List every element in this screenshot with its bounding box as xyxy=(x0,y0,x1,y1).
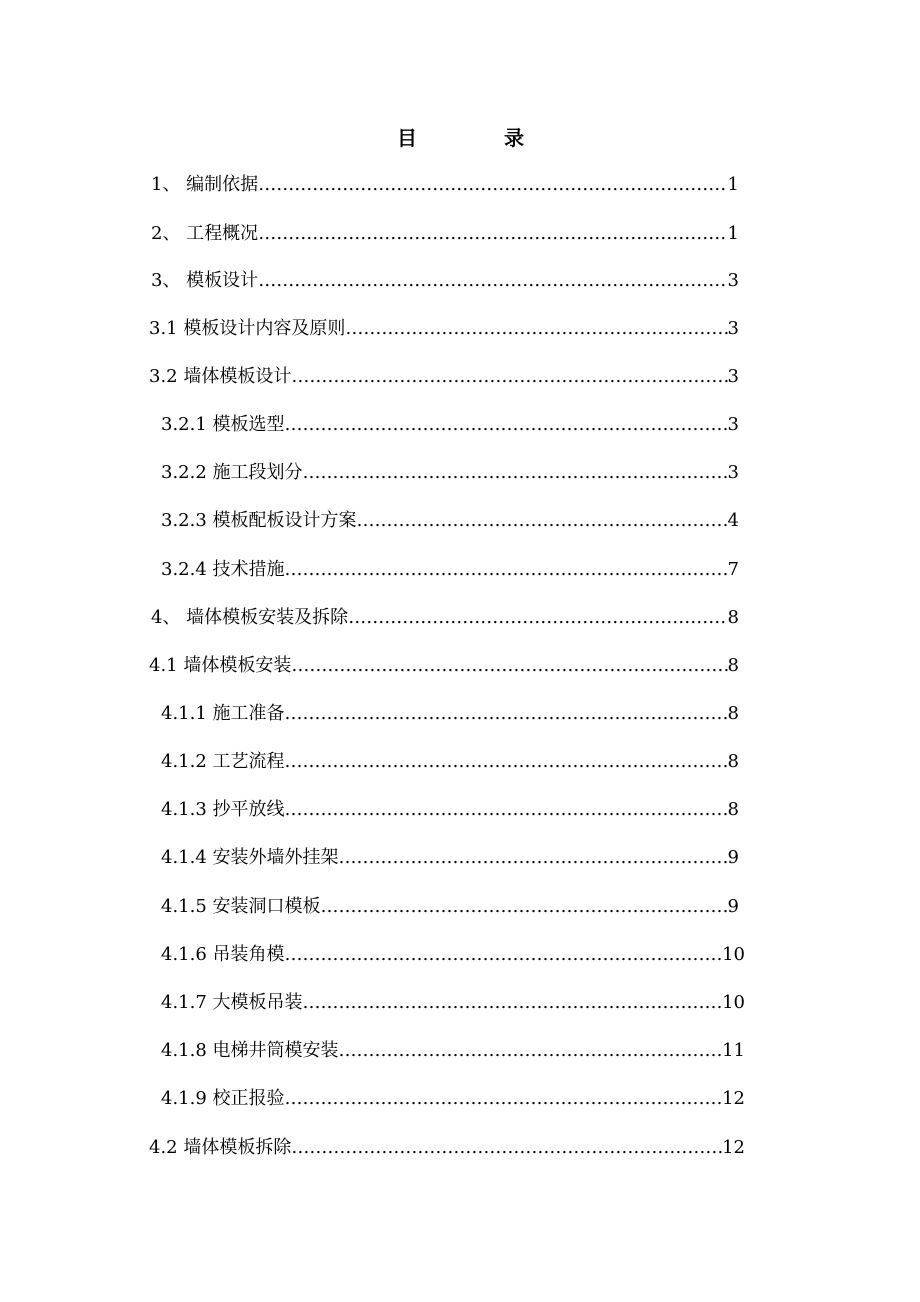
toc-entry-label: 1、 编制依据 xyxy=(151,174,259,195)
toc-entry-page: 3 xyxy=(727,462,739,483)
toc-entry-page: 8 xyxy=(727,799,739,820)
toc-entry[interactable] xyxy=(151,603,739,633)
toc-entry-label: 4.1.2 工艺流程 xyxy=(161,751,285,772)
toc-leader-dots xyxy=(285,795,728,825)
toc-entry-page: 3 xyxy=(727,414,739,435)
toc-entry[interactable] xyxy=(161,892,739,922)
toc-leader-dots xyxy=(291,651,727,681)
toc-entry[interactable] xyxy=(151,219,739,249)
toc-entry-page: 3 xyxy=(727,318,739,339)
toc-entry-page: 8 xyxy=(727,655,739,676)
toc-entry[interactable] xyxy=(161,555,739,585)
toc-leader-dots xyxy=(285,940,723,970)
toc-entry-page: 9 xyxy=(727,896,739,917)
toc-leader-dots xyxy=(258,219,727,249)
toc-entry[interactable] xyxy=(161,1084,745,1114)
toc-entry-label: 4.1.3 抄平放线 xyxy=(161,799,285,820)
toc-entry[interactable] xyxy=(161,1036,745,1066)
toc-entry-label: 3.2.2 施工段划分 xyxy=(161,462,303,483)
toc-entry-label: 4.1.5 安装洞口模板 xyxy=(161,896,321,917)
toc-entry-label: 2、 工程概况 xyxy=(151,223,259,244)
toc-title-char-1: 目 xyxy=(397,126,417,150)
toc-leader-dots xyxy=(339,843,728,873)
toc-entry-label: 3.2 墙体模板设计 xyxy=(149,366,292,387)
toc-entry-label: 3.1 模板设计内容及原则 xyxy=(149,318,346,339)
toc-leader-dots xyxy=(258,266,727,296)
toc-leader-dots xyxy=(357,506,728,536)
toc-entry-label: 4.1.9 校正报验 xyxy=(161,1088,285,1109)
toc-leader-dots xyxy=(291,362,727,392)
toc-title-char-2: 录 xyxy=(504,126,524,150)
toc-entry-label: 3.2.3 模板配板设计方案 xyxy=(161,510,357,531)
toc-entry-page: 1 xyxy=(727,223,739,244)
toc-entry[interactable] xyxy=(149,314,739,344)
toc-entry-label: 4.1 墙体模板安装 xyxy=(149,655,292,676)
toc-entry-label: 4、 墙体模板安装及拆除 xyxy=(151,607,349,628)
toc-entry-page: 3 xyxy=(727,366,739,387)
toc-entry-label: 4.1.8 电梯井筒模安装 xyxy=(161,1040,339,1061)
toc-entry-page: 11 xyxy=(722,1040,745,1061)
toc-entry[interactable] xyxy=(161,843,739,873)
toc-entry[interactable] xyxy=(149,1133,745,1163)
toc-entry[interactable] xyxy=(161,988,745,1018)
toc-leader-dots xyxy=(285,555,728,585)
toc-entry[interactable] xyxy=(161,506,739,536)
toc-entry-label: 3.2.1 模板选型 xyxy=(161,414,285,435)
toc-entry-label: 3、 模板设计 xyxy=(151,270,259,291)
toc-entry[interactable] xyxy=(151,170,739,200)
toc-entry-label: 4.1.4 安装外墙外挂架 xyxy=(161,847,339,868)
toc-entry[interactable] xyxy=(149,651,739,681)
toc-entry[interactable] xyxy=(161,458,739,488)
toc-entry[interactable] xyxy=(149,362,739,392)
toc-leader-dots xyxy=(348,603,727,633)
toc-leader-dots xyxy=(285,410,728,440)
toc-entry-page: 3 xyxy=(727,270,739,291)
toc-leader-dots xyxy=(285,747,728,777)
toc-entry-page: 10 xyxy=(722,992,745,1013)
toc-entry-page: 8 xyxy=(727,751,739,772)
toc-entry-label: 4.2 墙体模板拆除 xyxy=(149,1137,292,1158)
toc-leader-dots xyxy=(321,892,728,922)
toc-leader-dots xyxy=(285,699,728,729)
toc-leader-dots xyxy=(291,1133,722,1163)
toc-entry-page: 8 xyxy=(727,703,739,724)
toc-entry-label: 4.1.6 吊装角模 xyxy=(161,944,285,965)
toc-entry-page: 12 xyxy=(722,1137,745,1158)
toc-entry[interactable] xyxy=(161,940,745,970)
toc-entry-label: 4.1.7 大模板吊装 xyxy=(161,992,303,1013)
toc-entry-page: 1 xyxy=(727,174,739,195)
toc-leader-dots xyxy=(258,170,727,200)
toc-entry[interactable] xyxy=(161,747,739,777)
toc-entry[interactable] xyxy=(161,795,739,825)
toc-entry[interactable] xyxy=(161,410,739,440)
toc-entry-label: 4.1.1 施工准备 xyxy=(161,703,285,724)
toc-entry[interactable] xyxy=(161,699,739,729)
toc-leader-dots xyxy=(303,458,728,488)
toc-entry-label: 3.2.4 技术措施 xyxy=(161,559,285,580)
toc-entry-page: 10 xyxy=(722,944,745,965)
toc-entry-page: 4 xyxy=(727,510,739,531)
toc-entry[interactable] xyxy=(151,266,739,296)
toc-entry-page: 9 xyxy=(727,847,739,868)
toc-entry-page: 12 xyxy=(722,1088,745,1109)
toc-entry-page: 7 xyxy=(727,559,739,580)
toc-leader-dots xyxy=(345,314,727,344)
toc-leader-dots xyxy=(339,1036,723,1066)
toc-leader-dots xyxy=(303,988,723,1018)
toc-leader-dots xyxy=(285,1084,723,1114)
toc-entry-page: 8 xyxy=(727,607,739,628)
